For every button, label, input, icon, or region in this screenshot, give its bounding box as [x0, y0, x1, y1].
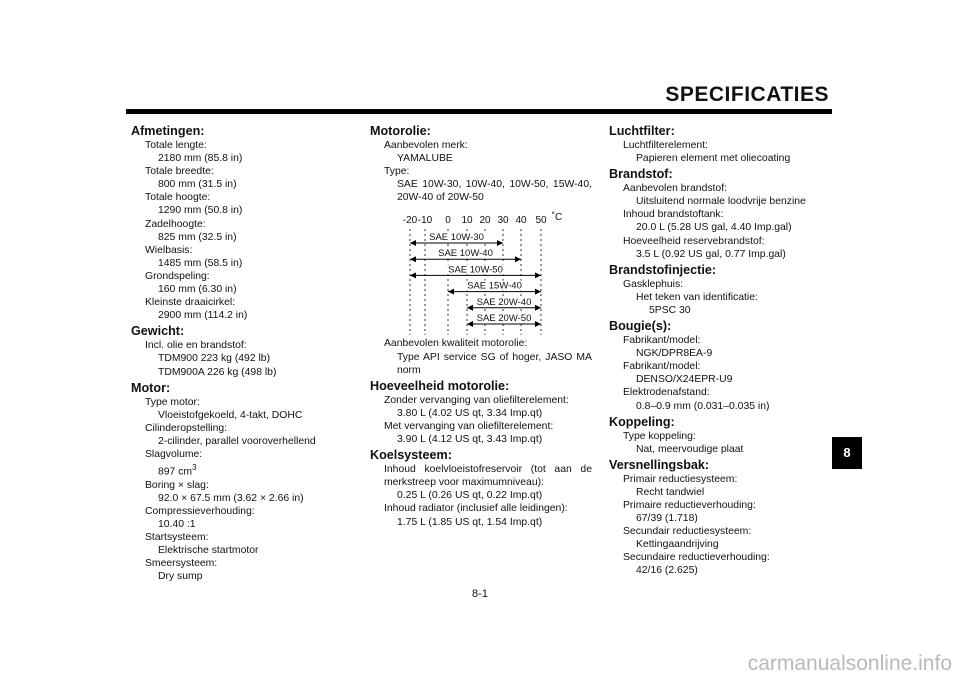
spec-label: Totale breedte: — [145, 166, 214, 178]
spec-value: 1485 mm (58.5 in) — [158, 257, 243, 269]
arrow-left-icon — [410, 240, 416, 246]
spec-label: Totale hoogte: — [145, 192, 211, 204]
spec-value: 3.80 L (4.02 US qt, 3.34 Imp.qt) — [397, 407, 543, 419]
spec-label: Cilinderopstelling: — [145, 422, 228, 434]
spec-value: 0.25 L (0.26 US qt, 0.22 Imp.qt) — [397, 490, 543, 502]
temperature-tick-label: 40 — [515, 215, 527, 227]
spec-value: 800 mm (31.5 in) — [158, 179, 237, 191]
arrow-left-icon — [410, 257, 416, 263]
spec-value: 1.75 L (1.85 US qt, 1.54 Imp.qt) — [397, 516, 543, 528]
spec-value: Recht tandwiel — [636, 486, 705, 498]
page-number: 8-1 — [472, 588, 488, 600]
spec-label: Gasklephuis: — [623, 278, 684, 290]
temperature-tick-label: -20 — [402, 215, 418, 227]
displacement-unit-superscript: 3 — [192, 463, 197, 473]
spec-label: Grondspeling: — [145, 270, 210, 282]
spec-label: Type koppeling: — [623, 430, 696, 442]
spec-value: 2900 mm (114.2 in) — [158, 310, 248, 322]
spec-value: 92.0 × 67.5 mm (3.62 × 2.66 in) — [158, 492, 304, 504]
column-dimensions-engine — [131, 122, 331, 583]
spec-value: Dry sump — [158, 571, 203, 583]
section-heading-motorolie: Motorolie: — [370, 124, 431, 138]
arrow-right-icon — [535, 305, 541, 311]
header-rule — [126, 109, 832, 114]
column-air-fuel-transmission — [609, 122, 809, 578]
spec-value: SAE 10W-30, 10W-40, 10W-50, 15W-40, 20W-40 of 20W-50 — [397, 179, 592, 204]
section-heading-koppeling: Koppeling: — [609, 414, 675, 429]
spec-value: 3.5 L (0.92 US gal, 0.77 Imp.gal) — [636, 248, 786, 260]
temperature-tick-label: -10 — [417, 215, 433, 227]
temperature-tick-label: 10 — [461, 215, 473, 227]
temperature-tick-label: 0 — [445, 215, 451, 227]
page-title: SPECIFICATIES — [665, 83, 829, 106]
spec-value: 5PSC 30 — [649, 304, 691, 316]
spec-value: Uitsluitend normale loodvrije benzine — [636, 196, 806, 208]
oil-grade-label: SAE 10W-50 — [448, 264, 503, 276]
oil-grade-label: SAE 15W-40 — [467, 281, 522, 293]
spec-value: DENSO/X24EPR-U9 — [636, 374, 733, 386]
spec-label: Incl. olie en brandstof: — [145, 340, 247, 352]
temperature-tick-label: 50 — [535, 215, 547, 227]
spec-value: Type API service SG of hoger, JASO MA norm — [397, 351, 592, 376]
oil-grade-label: SAE 20W-50 — [476, 313, 532, 325]
temperature-tick-label: 30 — [497, 215, 509, 227]
chapter-tab: 8 — [832, 437, 862, 469]
spec-label: Primaire reductieverhouding: — [623, 499, 756, 511]
spec-value: 825 mm (32.5 in) — [158, 231, 237, 243]
spec-label: Wielbasis: — [145, 244, 193, 256]
spec-label: Compressieverhouding: — [145, 505, 255, 517]
section-heading-afmetingen: Afmetingen: — [131, 124, 205, 138]
arrow-right-icon — [515, 257, 521, 263]
section-heading-luchtfilter: Luchtfilter: — [609, 124, 675, 138]
spec-label: Inhoud koelvloeistofreservoir (tot aan de merkstreep voor maximumniveau): — [384, 464, 592, 489]
spec-label: Zadelhoogte: — [145, 218, 206, 230]
spec-label: Elektrodenafstand: — [623, 387, 710, 399]
spec-label: Hoeveelheid reservebrandstof: — [623, 235, 765, 247]
displacement-value: 897 cm — [158, 466, 193, 478]
spec-label: Totale lengte: — [145, 140, 207, 151]
spec-value: 1290 mm (50.8 in) — [158, 205, 243, 217]
arrow-right-icon — [535, 321, 541, 327]
spec-value: 20.0 L (5.28 US gal, 4.40 Imp.gal) — [636, 222, 792, 234]
spec-value: 0.8–0.9 mm (0.031–0.035 in) — [636, 400, 770, 412]
spec-value: YAMALUBE — [397, 153, 453, 165]
section-heading-motor: Motor: — [131, 380, 171, 395]
spec-label: Zonder vervanging van oliefilterelement: — [384, 394, 569, 406]
spec-label: Secundair reductiesysteem: — [623, 526, 752, 538]
arrow-right-icon — [497, 240, 503, 246]
spec-label: Kleinste draaicirkel: — [145, 297, 236, 309]
spec-label: Inhoud brandstoftank: — [623, 209, 724, 221]
oil-viscosity-chart — [370, 207, 592, 335]
spec-label: Fabrikant/model: — [623, 361, 701, 373]
arrow-right-icon — [535, 273, 541, 279]
oil-grade-label: SAE 10W-40 — [438, 248, 493, 260]
arrow-left-icon — [448, 289, 454, 295]
spec-value: Kettingaandrijving — [636, 539, 719, 551]
column-engine-oil — [370, 122, 592, 529]
section-heading-versnellingsbak: Versnellingsbak: — [609, 457, 710, 472]
temperature-tick-label: 20 — [479, 215, 491, 227]
arrow-left-icon — [467, 305, 473, 311]
spec-value-displacement — [131, 461, 331, 479]
spec-label: Type motor: — [145, 396, 200, 408]
spec-label: Fabrikant/model: — [623, 335, 701, 347]
spec-label: Secundaire reductieverhouding: — [623, 552, 770, 564]
spec-label: Aanbevolen brandstof: — [623, 183, 727, 195]
spec-label: Boring × slag: — [145, 479, 209, 491]
spec-value: Papieren element met oliecoating — [636, 153, 791, 165]
oil-grade-label: SAE 10W-30 — [429, 232, 484, 244]
section-heading-brandstof: Brandstof: — [609, 167, 673, 182]
spec-label: Luchtfilterelement: — [623, 140, 708, 151]
spec-value: Nat, meervoudige plaat — [636, 443, 744, 455]
spec-value: TDM900 223 kg (492 lb) — [158, 353, 271, 365]
arrow-right-icon — [535, 289, 541, 295]
spec-label: Aanbevolen kwaliteit motorolie: — [384, 338, 528, 350]
spec-value: NGK/DPR8EA-9 — [636, 348, 713, 360]
spec-value: 10.40 :1 — [158, 518, 196, 530]
section-heading-bougie: Bougie(s): — [609, 319, 672, 334]
arrow-left-icon — [467, 321, 473, 327]
spec-value: 160 mm (6.30 in) — [158, 284, 237, 296]
spec-label: Slagvolume: — [145, 448, 203, 460]
spec-label: Type: — [384, 166, 410, 178]
spec-value: 2180 mm (85.8 in) — [158, 153, 243, 165]
spec-label: Met vervanging van oliefilterelement: — [384, 420, 554, 432]
spec-label: Smeersysteem: — [145, 558, 218, 570]
spec-label: Inhoud radiator (inclusief alle leidingen): — [384, 503, 568, 515]
oil-grade-label: SAE 20W-40 — [476, 297, 532, 309]
temperature-unit: ˚C — [551, 212, 563, 224]
section-heading-brandstofinjectie: Brandstofinjectie: — [609, 262, 717, 277]
spec-value: 67/39 (1.718) — [636, 513, 698, 525]
section-heading-koelsysteem: Koelsysteem: — [370, 448, 452, 463]
section-heading-gewicht: Gewicht: — [131, 324, 185, 339]
spec-value: TDM900A 226 kg (498 lb) — [158, 366, 277, 378]
spec-value: Vloeistofgekoeld, 4-takt, DOHC — [158, 409, 303, 421]
arrow-left-icon — [410, 273, 416, 279]
watermark: carmanualsonline.info — [747, 652, 952, 675]
spec-value: 2-cilinder, parallel vooroverhellend — [158, 435, 316, 447]
spec-label: Primair reductiesysteem: — [623, 473, 738, 485]
spec-label: Aanbevolen merk: — [384, 140, 468, 151]
spec-label: Startsysteem: — [145, 532, 209, 543]
section-heading-hoeveelheid-motorolie: Hoeveelheid motorolie: — [370, 378, 510, 393]
spec-value: Elektrische startmotor — [158, 545, 259, 557]
spec-sublabel: Het teken van identificatie: — [636, 291, 758, 303]
spec-value: 3.90 L (4.12 US qt, 3.43 Imp.qt) — [397, 434, 543, 446]
spec-value: 42/16 (2.625) — [636, 565, 698, 577]
